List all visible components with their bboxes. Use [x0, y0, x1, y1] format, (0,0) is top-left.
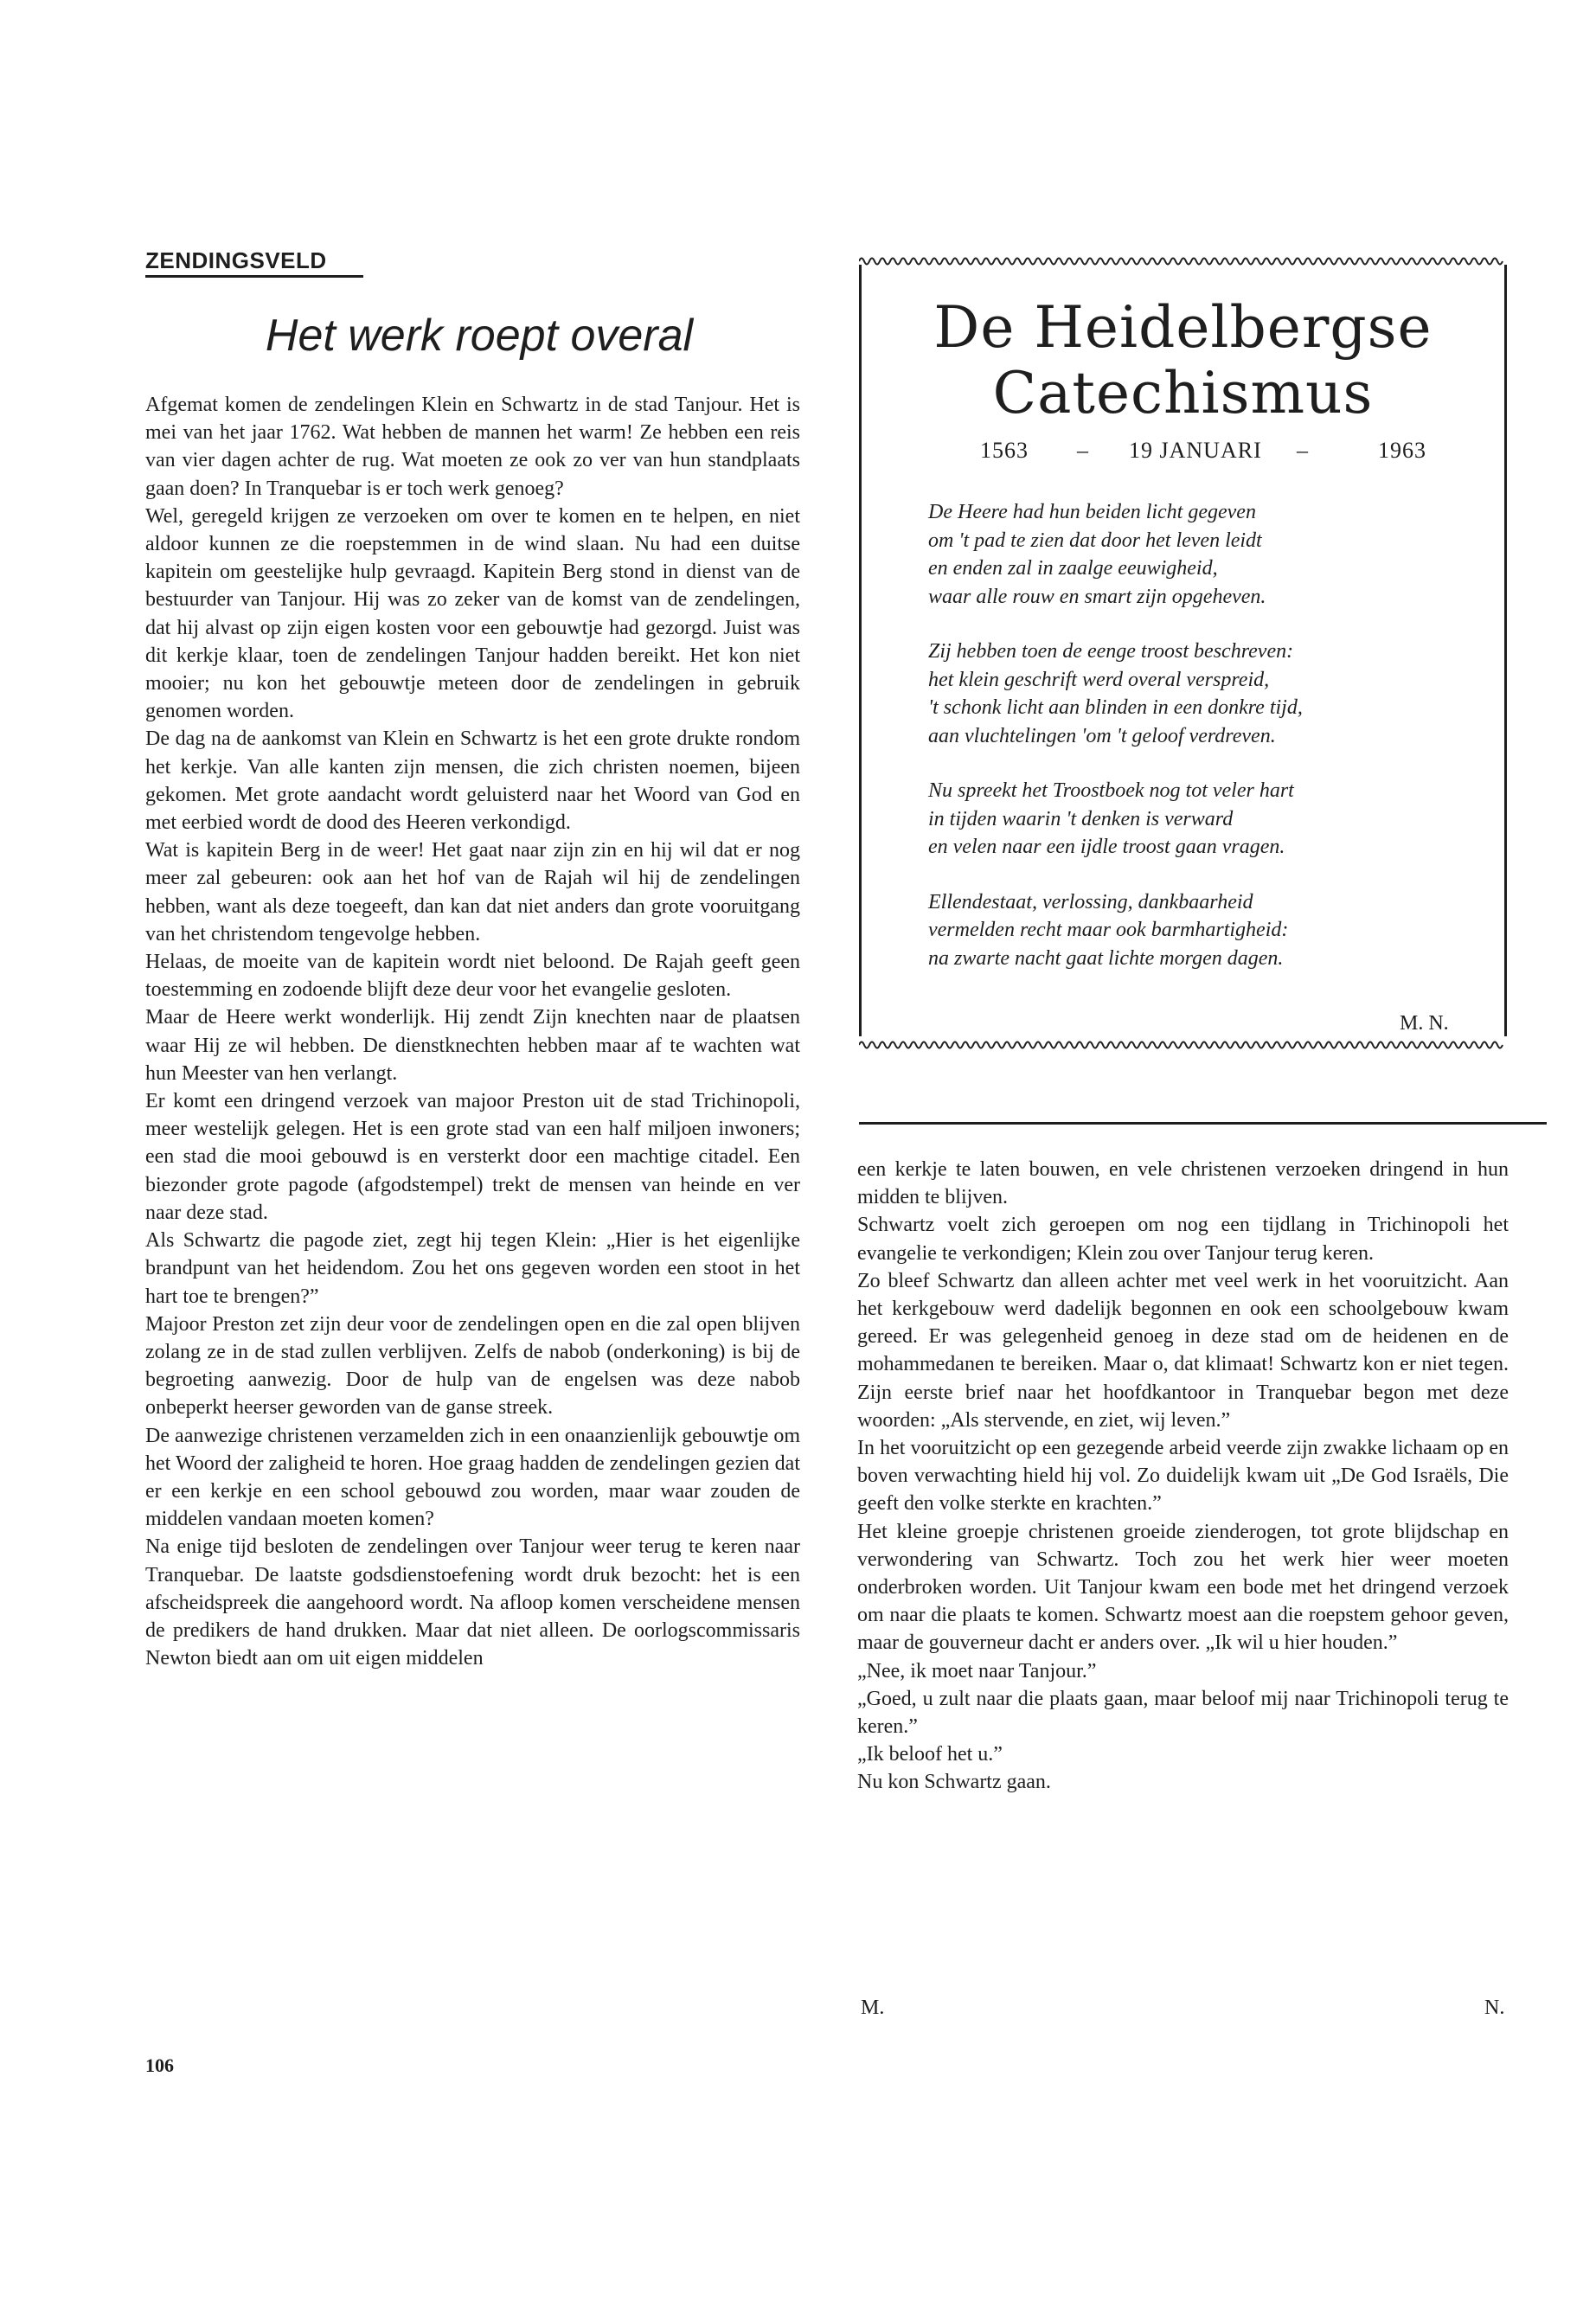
date-text: 19 JANUARI — [1129, 438, 1262, 463]
poem-line: Nu spreekt het Troostboek nog tot veler hart — [928, 779, 1294, 802]
column-divider-rule — [859, 1122, 1547, 1125]
paragraph: Maar de Heere werkt wonderlijk. Hij zendt Zijn knechten naar de plaatsen waar Hij ze wil hebben. De dienstknechten hebben maar af te wachten wat hun Meester van hen verlangt. — [145, 1006, 800, 1085]
paragraph: „Ik beloof het u.” — [857, 1743, 1003, 1766]
paragraph: Schwartz voelt zich geroepen om nog een tijdlang in Trichinopoli het evangelie te verkondigen; Klein zou over Tanjour terug keren. — [857, 1214, 1509, 1265]
paragraph: „Goed, u zult naar die plaats gaan, maar beloof mij naar Trichinopoli terug te keren.” — [857, 1687, 1509, 1739]
paragraph: „Nee, ik moet naar Tanjour.” — [857, 1659, 1097, 1682]
article-right-column — [857, 1156, 1509, 1797]
poem-line: om 't pad te zien dat door het leven leidt — [928, 529, 1262, 552]
stanza — [928, 638, 1482, 750]
poem-line: aan vluchtelingen 'om 't geloof verdreven. — [928, 724, 1276, 747]
article-signature-initial-n: N. — [1484, 1997, 1505, 2019]
poem-line: 't schonk licht aan blinden in een donkre tijd, — [928, 696, 1303, 719]
paragraph: Wat is kapitein Berg in de weer! Het gaat naar zijn zin en hij wil dat er nog meer zal gebeuren: ook aan het hof van de Rajah wil hij de zendelingen hebben, want als deze toegeeft, dan kan dat niet anders dan grote vooruitgang van het christendom tengevolge hebben. — [145, 839, 800, 945]
sonnet — [928, 498, 1482, 999]
paragraph: Het kleine groepje christenen groeide zienderogen, tot grote blijdschap en verwondering van Schwartz. Toch zou het werk hier weer moeten onderbroken worden. Uit Tanjour kwam een bode met het dringend verzoek om naar die plaats te komen. Schwartz moest aan die roepstem gehoor geven, maar de gouverneur dacht er anders over. „Ik wil u hier houden.” — [857, 1520, 1509, 1655]
poem-line: Ellendestaat, verlossing, dankbaarheid — [928, 890, 1253, 913]
article-left-column — [145, 391, 800, 1672]
poem-line: in tijden waarin 't denken is verward — [928, 807, 1234, 830]
article-signature-initial-m: M. — [861, 1997, 885, 2019]
catechism-title-line-2: Catechismus — [992, 360, 1374, 426]
paragraph: Er komt een dringend verzoek van majoor Preston uit de stad Trichinopoli, meer westelijk gelegen. Het is een grote stad van een half miljoen inwoners; een stad die mooi gebouwd is en versterkt door een machtige citadel. Een biezonder grote pagode (afgodstempel) trekt de mensen van heinde en ver naar deze stad. — [145, 1090, 800, 1224]
paragraph: In het vooruitzicht op een gezegende arbeid veerde zijn zwakke lichaam op en boven verwachting hield hij vol. Zo duidelijk kwam uit „De God Israëls, Die geeft den volke sterkte en krachten.” — [857, 1437, 1509, 1516]
paragraph: Nu kon Schwartz gaan. — [857, 1771, 1051, 1794]
ornamental-border-bottom — [859, 1038, 1507, 1052]
page-number: 106 — [145, 2054, 174, 2076]
paragraph: Wel, geregeld krijgen ze verzoeken om over te komen en te helpen, en niet aldoor kunnen ze die roepstemmen in de wind slaan. Nu had een duitse kapitein om geestelijke hulp gevraagd. Kapitein Berg stond in dienst van de bestuurder van Tanjour. Hij was zo zeker van de komst van de zendelingen, dat hij alvast op zijn eigen kosten voor een gebouwtje had gezorgd. Juist was dit kerkje klaar, toen de zendelingen Tanjour hadden bereikt. Het kon niet mooier; nu kon het gebouwtje meteen door de zendelingen in gebruik genomen worden. — [145, 504, 800, 723]
stanza — [928, 888, 1482, 973]
section-label: ZENDINGSVELD — [145, 247, 327, 273]
poem-signature: M. N. — [1400, 1012, 1449, 1035]
poem-line: vermelden recht maar ook barmhartigheid: — [928, 919, 1289, 941]
paragraph: Helaas, de moeite van de kapitein wordt niet beloond. De Rajah geeft geen toestemming en zodoende blijft deze deur voor het evangelie gesloten. — [145, 951, 800, 1002]
paragraph: Na enige tijd besloten de zendelingen over Tanjour weer terug te keren naar Tranquebar. De laatste godsdienstoefening wordt druk bezocht: het is een afscheidspreek die aangehoord wordt. Na afloop komen verscheidene mensen de predikers de hand drukken. Maar dat niet alleen. De oorlogscommissaris Newton biedt aan om uit eigen middelen — [145, 1535, 800, 1670]
box-border-left — [859, 265, 862, 1036]
paragraph: Als Schwartz die pagode ziet, zegt hij tegen Klein: „Hier is het eigenlijke brandpunt van het heidendom. Zou het ons gegeven worden een stoot in het hart toe te brengen?” — [145, 1229, 800, 1308]
paragraph: Afgemat komen de zendelingen Klein en Schwartz in de stad Tanjour. Het is mei van het jaar 1762. Wat hebben de mannen het warm! Ze hebben een reis van vier dagen achter de rug. Wat moeten ze ook zo ver van hun standplaats gaan doen? In Tranquebar is er toch werk genoeg? — [145, 394, 800, 500]
ornamental-border-top — [859, 254, 1507, 268]
year-end: 1963 — [1378, 438, 1426, 463]
paragraph: Zo bleef Schwartz dan alleen achter met veel werk in het vooruitzicht. Aan het kerkgebouw werd dadelijk begonnen en ook een schoolgebouw kwam gereed. Er was gelegenheid genoeg in deze stad om de heidenen en de mohammedanen te bereiken. Maar o, dat klimaat! Schwartz kon er niet tegen. Zijn eerste brief naar het hoofdkantoor in Tranquebar begon met deze woorden: „Als stervende, en ziet, wij leven.” — [857, 1269, 1509, 1432]
box-border-right — [1504, 265, 1507, 1036]
stanza — [928, 777, 1482, 862]
catechism-poem-box — [859, 254, 1507, 1057]
paragraph: een kerkje te laten bouwen, en vele christenen verzoeken dringend in hun midden te blijven. — [857, 1158, 1509, 1209]
poem-line: het klein geschrift werd overal verspreid, — [928, 668, 1270, 691]
date-dash: – — [1077, 438, 1089, 463]
poem-line: De Heere had hun beiden licht gegeven — [928, 501, 1256, 523]
paragraph: De aanwezige christenen verzamelden zich in een onaanzienlijk gebouwtje om het Woord der zaligheid te horen. Hoe graag hadden de zendelingen gezien dat er een kerkje en een school gebouwd zou worden, maar waar zouden de middelen vandaan moeten komen? — [145, 1424, 800, 1531]
article-title: Het werk roept overal — [265, 311, 694, 361]
paragraph: De dag na de aankomst van Klein en Schwartz is het een grote drukte rondom het kerkje. Van alle kanten zijn mensen, die zich christen noemen, bijeen gekomen. Met grote aandacht wordt geluisterd naar het Woord van God en met eerbied wordt de dood des Heeren verkondigd. — [145, 727, 800, 835]
poem-line: en velen naar een ijdle troost gaan vragen. — [928, 836, 1285, 858]
poem-line: waar alle rouw en smart zijn opgeheven. — [928, 585, 1266, 608]
date-dash: – — [1297, 438, 1309, 463]
section-rule — [145, 275, 363, 278]
year-start: 1563 — [980, 438, 1029, 463]
paragraph: Majoor Preston zet zijn deur voor de zendelingen open en die zal open blijven zolang ze in de stad zullen verblijven. Zelfs de nabob (onderkoning) is bij de begroeting aanwezig. Door de hulp van de engelsen was deze nabob onbeperkt heerser geworden van de ganse streek. — [145, 1312, 800, 1420]
catechism-title-line-1: De Heidelbergse — [933, 294, 1433, 361]
poem-line: na zwarte nacht gaat lichte morgen dagen. — [928, 946, 1284, 970]
poem-line: Zij hebben toen de eenge troost beschreven: — [928, 640, 1294, 663]
stanza — [928, 498, 1482, 611]
poem-line: en enden zal in zaalge eeuwigheid, — [928, 557, 1218, 580]
